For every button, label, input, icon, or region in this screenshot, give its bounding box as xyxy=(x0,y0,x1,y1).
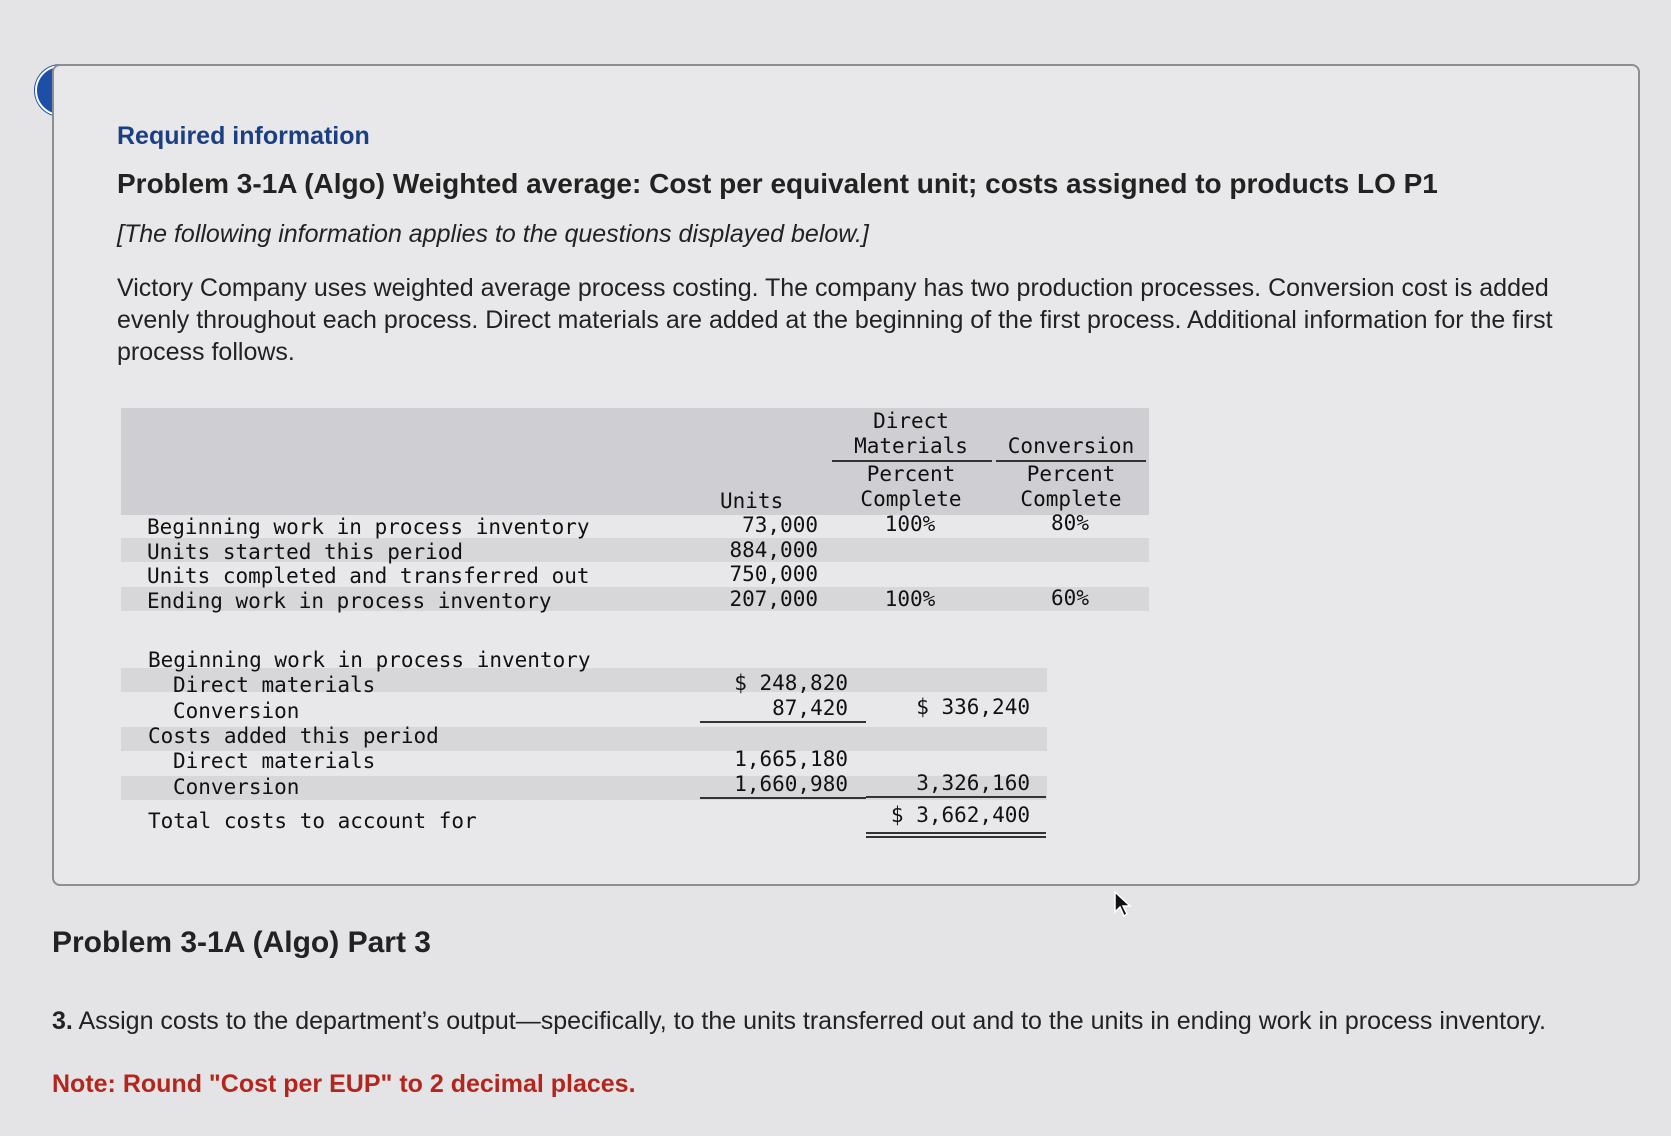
grand-total-value: $ 3,662,400 xyxy=(890,803,1030,827)
units-value: 750,000 xyxy=(729,562,818,586)
rounding-note: Note: Round "Cost per EUP" to 2 decimal places. xyxy=(52,1070,636,1098)
total-label: Total costs to account for xyxy=(148,809,477,833)
beg-wip-label: Beginning work in process inventory xyxy=(148,648,591,672)
row-label: Beginning work in process inventory xyxy=(147,515,590,539)
subtotal-rule xyxy=(700,797,866,799)
units-header: Units xyxy=(720,489,784,513)
conv-header-line3: Complete xyxy=(1020,487,1122,511)
units-value: 73,000 xyxy=(742,513,818,537)
double-underline xyxy=(866,836,1046,838)
problem-title: Problem 3-1A (Algo) Weighted average: Cost per equivalent unit; costs assigned to products LO P1 xyxy=(117,168,1438,199)
question-number: 3. xyxy=(52,1007,73,1035)
beg-conv-label: Conversion xyxy=(173,699,300,723)
question-text: Assign costs to the department’s output—specifically, to the units transferred out and to the units in ending work in process inventory. xyxy=(78,1007,1546,1035)
units-value: 884,000 xyxy=(729,538,818,562)
beg-dm-value: $ 248,820 xyxy=(734,671,848,695)
conv-header-line1: Conversion xyxy=(1007,434,1135,458)
row-label: Units completed and transferred out xyxy=(147,564,590,588)
part3-question xyxy=(52,1004,1612,1038)
add-conv-label: Conversion xyxy=(173,775,300,799)
dm-percent: 100% xyxy=(884,587,936,611)
dm-percent: 100% xyxy=(884,512,936,536)
costs-added-label: Costs added this period xyxy=(148,724,439,748)
add-dm-value: 1,665,180 xyxy=(734,747,848,771)
intro-paragraph: Victory Company uses weighted average process costing. The company has two production processes. Conversion cost is added evenly throughout each process. Direct materials are added at the beginning of the first process. Additional information for the first process follows. xyxy=(117,274,1553,366)
row-label: Ending work in process inventory xyxy=(147,589,552,613)
dm-header-line2: Materials xyxy=(854,434,968,458)
conv-header-line2: Percent xyxy=(1026,462,1116,486)
dm-header-line4: Complete xyxy=(860,487,962,511)
add-conv-value: 1,660,980 xyxy=(734,772,848,796)
subtotal-rule xyxy=(700,721,866,723)
beg-total-value: $ 336,240 xyxy=(916,695,1030,719)
add-dm-label: Direct materials xyxy=(173,749,376,773)
beg-dm-label: Direct materials xyxy=(173,673,376,697)
beg-conv-value: 87,420 xyxy=(772,696,848,720)
mouse-cursor-icon xyxy=(1113,890,1133,920)
subtotal-rule xyxy=(866,796,1046,798)
required-info-label: Required information xyxy=(117,122,370,150)
double-underline xyxy=(866,832,1046,834)
applies-note: [The following information applies to the questions displayed below.] xyxy=(117,220,869,248)
dm-header-line1: Direct xyxy=(873,409,949,433)
conv-percent: 60% xyxy=(1051,586,1089,610)
units-value: 207,000 xyxy=(729,587,818,611)
conv-percent: 80% xyxy=(1051,511,1089,535)
row-label: Units started this period xyxy=(147,540,464,564)
dm-header-line3: Percent xyxy=(866,462,956,486)
part3-title: Problem 3-1A (Algo) Part 3 xyxy=(52,926,431,959)
add-total-value: 3,326,160 xyxy=(916,771,1030,795)
